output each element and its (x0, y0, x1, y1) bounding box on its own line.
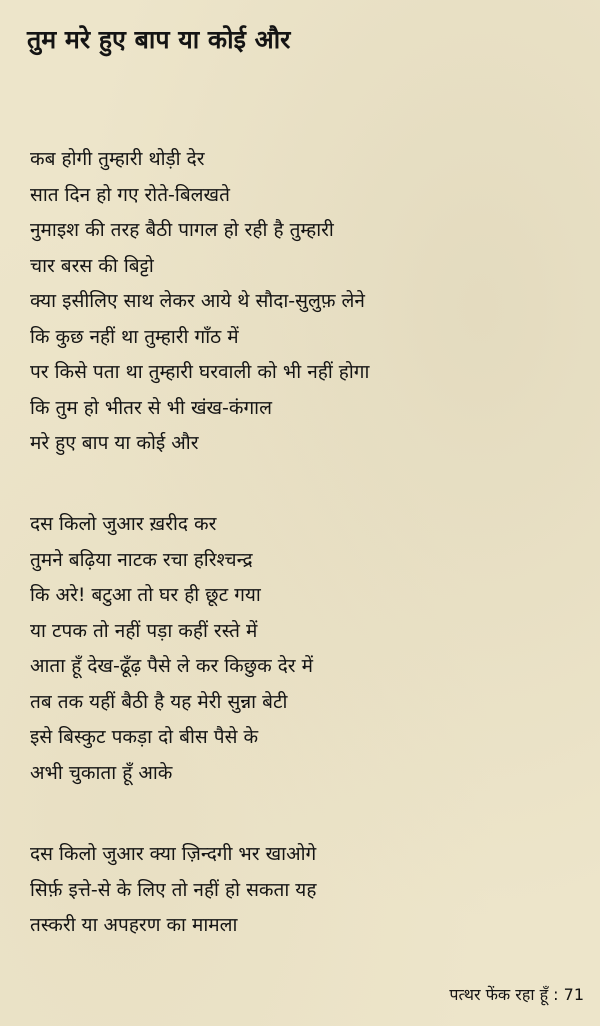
stanza-2 (30, 507, 313, 791)
poem-line: कब होगी तुम्हारी थोड़ी देर (30, 148, 205, 170)
poem-line: कि तुम हो भीतर से भी खंख-कंगाल (30, 396, 272, 419)
poem-line: या टपक तो नहीं पड़ा कहीं रस्ते में (30, 619, 258, 642)
stanza-1 (30, 142, 369, 462)
poem-line: इसे बिस्कुट पकड़ा दो बीस पैसे के (30, 726, 259, 748)
poem-line: तब तक यहीं बैठी है यह मेरी सुन्ना बेटी (30, 690, 288, 713)
stanza-3 (30, 837, 316, 944)
poem-line: तुमने बढ़िया नाटक रचा हरिश्चन्द्र (30, 548, 253, 571)
poem-line: अभी चुकाता हूँ आके (30, 761, 173, 784)
poem-line: मरे हुए बाप या कोई और (30, 432, 199, 454)
poem-line: सात दिन हो गए रोते-बिलखते (30, 183, 230, 206)
poem-title: तुम मरे हुए बाप या कोई और (27, 25, 291, 54)
poem-line: आता हूँ देख-ढूँढ़ पैसे ले कर किछुक देर में (30, 655, 313, 677)
poem-line: सिर्फ़ इत्ते-से के लिए तो नहीं हो सकता यह (30, 878, 317, 901)
page-footer: पत्थर फेंक रहा हूँ : 71 (449, 985, 584, 1004)
poem-line: दस किलो जुआर ख़रीद कर (30, 513, 217, 535)
poem-line: दस किलो जुआर क्या ज़िन्दगी भर खाओगे (30, 843, 317, 865)
poem-line: चार बरस की बिट्टो (30, 254, 154, 277)
poem-line: कि कुछ नहीं था तुम्हारी गाँठ में (30, 325, 239, 348)
poem-line: तस्करी या अपहरण का मामला (30, 914, 238, 936)
poem-line: क्या इसीलिए साथ लेकर आये थे सौदा-सुलुफ़ लेने (30, 290, 365, 312)
poem-line: नुमाइश की तरह बैठी पागल हो रही है तुम्हारी (30, 219, 334, 241)
poem-line: पर किसे पता था तुम्हारी घरवाली को भी नहीं होगा (30, 361, 370, 383)
poem-line: कि अरे! बटुआ तो घर ही छूट गया (30, 584, 261, 606)
